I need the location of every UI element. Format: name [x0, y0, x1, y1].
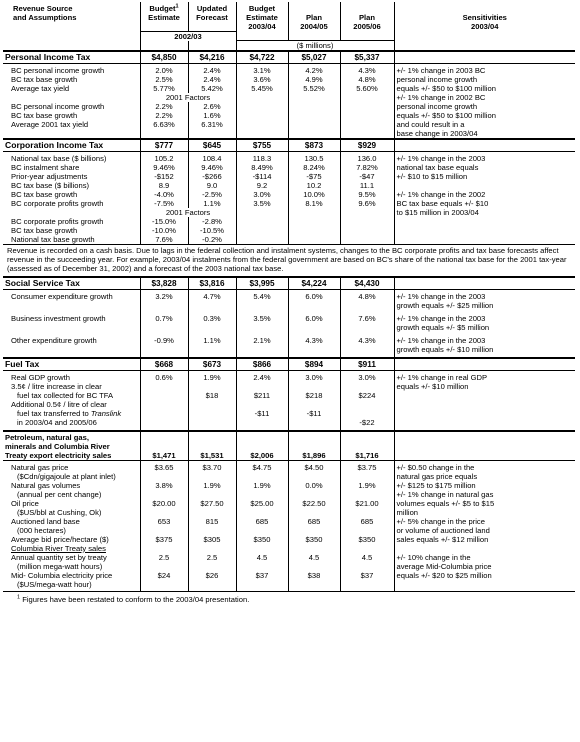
header-plan-2004: Plan 2004/05: [288, 2, 340, 31]
table-row: Additional 0.5¢ / litre of clear fuel tax transferred to Translink in 2003/04 and 2005/06 -$11 -$11 -$22: [3, 400, 575, 431]
header-updated-forecast: Updated Forecast: [188, 2, 236, 31]
corporation-note-row: [3, 245, 575, 277]
table-row: Annual quantity set by treaty (million mega-watt hours) 2.5 2.5 4.5 4.5 4.5 +/- 10% change in the average Mid-Columbia price: [3, 553, 575, 571]
table-row: Real GDP growth 0.6% 1.9% 2.4% 3.0% 3.0% +/- 1% change in real GDP equals +/- $10 million: [3, 370, 575, 382]
table-row: BC tax base growth -4.0% -2.5% 3.0% 10.0% 9.5% +/- 1% change in the 2002 BC tax base equals +/- $10 to $15 million in 2003/04: [3, 190, 575, 199]
table-row: Auctioned land base (000 hectares) 653 815 685 685 685 +/- 5% change in the price or volume of auctioned land: [3, 517, 575, 535]
social-sensitivity: +/- 1% change in the 2003 growth equals +/- $10 million: [394, 336, 575, 358]
table-row: Average bid price/hectare ($) Columbia River Treaty sales $375 $305 $350 $350 $350 sales equals +/- $12 million: [3, 535, 575, 553]
table-row: Natural gas volumes (annual per cent change) 3.8% 1.9% 1.9% 0.0% 1.9% +/- $125 to $175 million +/- 1% change in natural gas: [3, 481, 575, 499]
table-row: Natural gas price ($Cdn/gigajoule at plant inlet) $3.65 $3.70 $4.75 $4.50 $3.75 +/- $0.50 change in the natural gas price equals: [3, 460, 575, 481]
header-year-row: [3, 31, 575, 41]
corporation-income-tax-row: Corporation Income Tax $777 $645 $755 $873 $929: [3, 139, 575, 152]
petroleum-row: Petroleum, natural gas, minerals and Columbia River Treaty export electricity sales $1,471 $1,531 $2,006 $1,896 $1,716: [3, 431, 575, 461]
table-row: BC instalment share 9.46% 9.46% 8.49% 8.24% 7.82%: [3, 163, 575, 172]
personal-income-tax-row: Personal Income Tax $4,850 $4,216 $4,722 $5,027 $5,337: [3, 51, 575, 64]
fuel-tax-row: Fuel Tax $668 $673 $866 $894 $911: [3, 358, 575, 371]
personal-sensitivities: +/- 1% change in 2003 BC personal income growth equals +/- $50 to $100 million +/- 1% change in 2002 BC personal income growth equals +/- $50 to $100 million and could result in a base change in 2003/04: [394, 64, 575, 140]
table-row: 3.5¢ / litre increase in clear fuel tax collected for BC TFA $18 $211 $218 $224: [3, 382, 575, 400]
header-row: [3, 2, 575, 31]
table-row: BC personal income growth 2.2% 2.6%: [3, 102, 575, 111]
header-unit: ($ millions): [236, 41, 394, 52]
corporation-note: Revenue is recorded on a cash basis. Due to lags in the federal collection and instalment systems, changes to the BC corporate profits and tax base forecasts affect revenue in the succeeding year. For example, 2003/04 instalments from the federal government are based on BC's share of the national tax base for the 2001 tax-year (assessed as of December 31, 2002) and a forecast of the 2003 national tax base.: [7, 246, 567, 274]
header-budget-estimate-2003: Budget Estimate 2003/04: [236, 2, 288, 31]
header-plan-2005: Plan 2005/06: [340, 2, 394, 31]
table-row: BC corporate profits growth -7.5% 1.1% 3.5% 8.1% 9.6%: [3, 199, 575, 208]
corporation-sensitivities-1: +/- 1% change in the 2003 national tax base equals +/- $10 to $15 million: [394, 152, 575, 182]
table-row: Consumer expenditure growth 3.2% 4.7% 5.4% 6.0% 4.8% +/- 1% change in the 2003 growth equals +/- $25 million: [3, 289, 575, 314]
header-budget-estimate: Budget$^1$ Estimate: [140, 2, 188, 31]
header-sensitivities: Sensitivities 2003/04: [394, 2, 575, 31]
header-unit-row: [3, 41, 575, 52]
table-row: National tax base ($ billions) 105.2 108.4 118.3 130.5 136.0 +/- 1% change in the 2003 national tax base equals +/- $10 to $15 million: [3, 152, 575, 164]
fuel-sensitivity: +/- 1% change in real GDP equals +/- $10 million: [394, 370, 575, 431]
assumptions-table-container: [3, 2, 575, 604]
table-row: BC tax base ($ billions) 8.9 9.0 9.2 10.2 11.1: [3, 181, 575, 190]
table-row: Average tax yield 5.77% 5.42% 5.45% 5.52% 5.60%: [3, 84, 575, 93]
table-row: BC personal income growth 2.0% 2.4% 3.1% 4.2% 4.3% +/- 1% change in 2003 BC personal income growth equals +/- $50 to $100 million +/- 1% change in 2002 BC personal income growth equals +/- $50 to $100 million and could result in a base change in 2003/04: [3, 64, 575, 76]
header-revenue-source: Revenue Source and Assumptions: [13, 4, 77, 22]
table-row: National tax base growth 7.6% -0.2%: [3, 235, 575, 245]
corporation-sensitivities-2: +/- 1% change in the 2002 BC tax base equals +/- $10 to $15 million in 2003/04: [394, 190, 575, 217]
table-row: Business investment growth 0.7% 0.3% 3.5% 6.0% 7.6% +/- 1% change in the 2003 growth equals +/- $5 million: [3, 314, 575, 336]
social-sensitivity: +/- 1% change in the 2003 growth equals +/- $25 million: [394, 289, 575, 314]
revenue-assumptions-table: [3, 2, 575, 592]
table-row: BC tax base growth -10.0% -10.5%: [3, 226, 575, 235]
table-row: Other expenditure growth -0.9% 1.1% 2.1% 4.3% 4.3% +/- 1% change in the 2003 growth equals +/- $10 million: [3, 336, 575, 358]
table-row: Oil price ($US/bbl at Cushing, Ok) $20.00 $27.50 $25.00 $22.50 $21.00 volumes equals +/- $5 to $15 million: [3, 499, 575, 517]
social-service-tax-row: Social Service Tax $3,828 $3,816 $3,995 $4,224 $4,430: [3, 277, 575, 290]
petroleum-title: Petroleum, natural gas, minerals and Columbia River Treaty export electricity sales: [5, 432, 112, 460]
footnote: $^1$ Figures have been restated to conform to the 2003/04 presentation.: [17, 594, 250, 604]
table-row: Prior-year adjustments -$152 -$266 -$114 -$75 -$47: [3, 172, 575, 181]
table-row: BC tax base growth 2.2% 1.6%: [3, 111, 575, 120]
table-row: Mid- Columbia electricity price ($US/mega-watt hour) $24 $26 $37 $38 $37 equals +/- $20 to $25 million: [3, 571, 575, 592]
table-row: Average 2001 tax yield 6.63% 6.31%: [3, 120, 575, 139]
factor-label: 2001 Factors: [140, 208, 236, 217]
table-row: BC tax base growth 2.5% 2.4% 3.6% 4.9% 4.8%: [3, 75, 575, 84]
social-sensitivity: +/- 1% change in the 2003 growth equals +/- $5 million: [394, 314, 575, 336]
table-row: BC corporate profits growth -15.0% -2.8%: [3, 217, 575, 226]
header-span-2002: 2002/03: [140, 31, 236, 41]
factor-label: 2001 Factors: [140, 93, 236, 102]
